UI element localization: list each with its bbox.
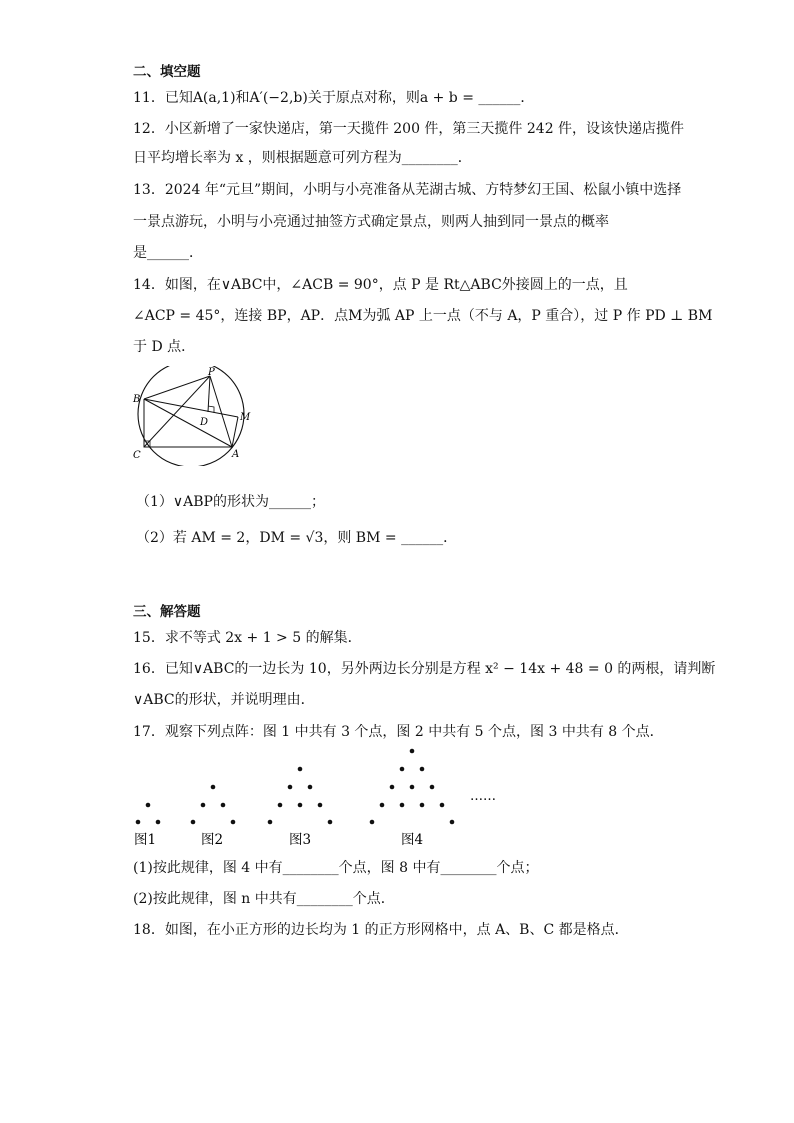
figure-1-dots <box>136 803 161 825</box>
question-16-line-2: ∨ABC的形状，并说明理由． <box>133 692 315 708</box>
label-c: C <box>133 450 141 461</box>
question-14-part-1: （1）∨ABP的形状为______； <box>136 494 325 510</box>
caption-figure-4: 图4 <box>401 832 424 848</box>
segment-bm <box>144 399 238 417</box>
caption-figure-1: 图1 <box>134 832 157 848</box>
caption-figure-2: 图2 <box>201 832 224 848</box>
figure-4-dots <box>370 749 455 825</box>
label-d: D <box>200 417 209 428</box>
question-12-line-2: 日平均增长率为 x ，则根据题意可列方程为________． <box>133 150 472 166</box>
circumcircle <box>138 366 244 466</box>
question-15: 15．求不等式 2x + 1 > 5 的解集． <box>133 630 362 646</box>
dot-pattern-figure <box>128 740 528 852</box>
question-13-line-2: 一景点游玩，小明与小亮通过抽签方式确定景点，则两人抽到同一景点的概率 <box>133 214 609 230</box>
question-17-part-1: (1)按此规律，图 4 中有________个点，图 8 中有________个点； <box>133 860 539 876</box>
segment-cp <box>144 376 210 447</box>
question-13-line-1: 13．2024 年“元旦”期间，小明与小亮准备从芜湖古城、方特梦幻王国、松鼠小镇中选择 <box>133 182 682 198</box>
question-12-line-1: 12．小区新增了一家快递店，第一天揽件 200 件，第三天揽件 242 件，设该快递店揽件 <box>133 121 685 137</box>
question-14-line-1: 14．如图，在∨ABC中，∠ACB = 90°，点 P 是 Rt△ABC外接圆上的一点，且 <box>133 277 628 293</box>
figure-3-dots <box>268 767 333 825</box>
question-14-line-2: ∠ACP = 45°，连接 BP，AP．点M为弧 AP 上一点（不与 A，P 重合），过 P 作 PD ⊥ BM <box>133 308 713 324</box>
segment-am <box>232 417 238 447</box>
question-14-line-3: 于 D 点． <box>133 339 196 355</box>
dot-ellipsis: …… <box>470 789 496 804</box>
question-17-intro: 17．观察下列点阵：图 1 中共有 3 个点，图 2 中共有 5 个点，图 3 中共有 8 个点． <box>133 724 664 740</box>
label-a: A <box>232 449 240 460</box>
figure-2-dots <box>191 785 236 825</box>
section-heading-fill: 二、填空题 <box>133 64 201 80</box>
label-m: M <box>240 412 251 423</box>
caption-figure-3: 图3 <box>289 832 312 848</box>
label-p: P <box>208 367 215 378</box>
question-14-part-2: （2）若 AM = 2，DM = √3，则 BM = ______． <box>136 530 458 546</box>
circle-figure <box>128 366 258 466</box>
label-b: B <box>133 394 141 405</box>
question-17-part-2: (2)按此规律，图 n 中共有________个点． <box>133 891 395 907</box>
question-11: 11．已知A(a,1)和A′(−2,b)关于原点对称，则a + b = ______． <box>133 90 535 106</box>
question-16-line-1: 16．已知∨ABC的一边长为 10，另外两边长分别是方程 x² − 14x + 48 = 0 的两根，请判断 <box>133 661 716 677</box>
section-heading-answer: 三、解答题 <box>133 604 201 620</box>
segment-bp <box>144 376 210 399</box>
question-18: 18．如图，在小正方形的边长均为 1 的正方形网格中，点 A、B、C 都是格点． <box>133 922 629 938</box>
question-13-line-3: 是______． <box>133 245 203 261</box>
triangle-abc <box>144 399 232 447</box>
